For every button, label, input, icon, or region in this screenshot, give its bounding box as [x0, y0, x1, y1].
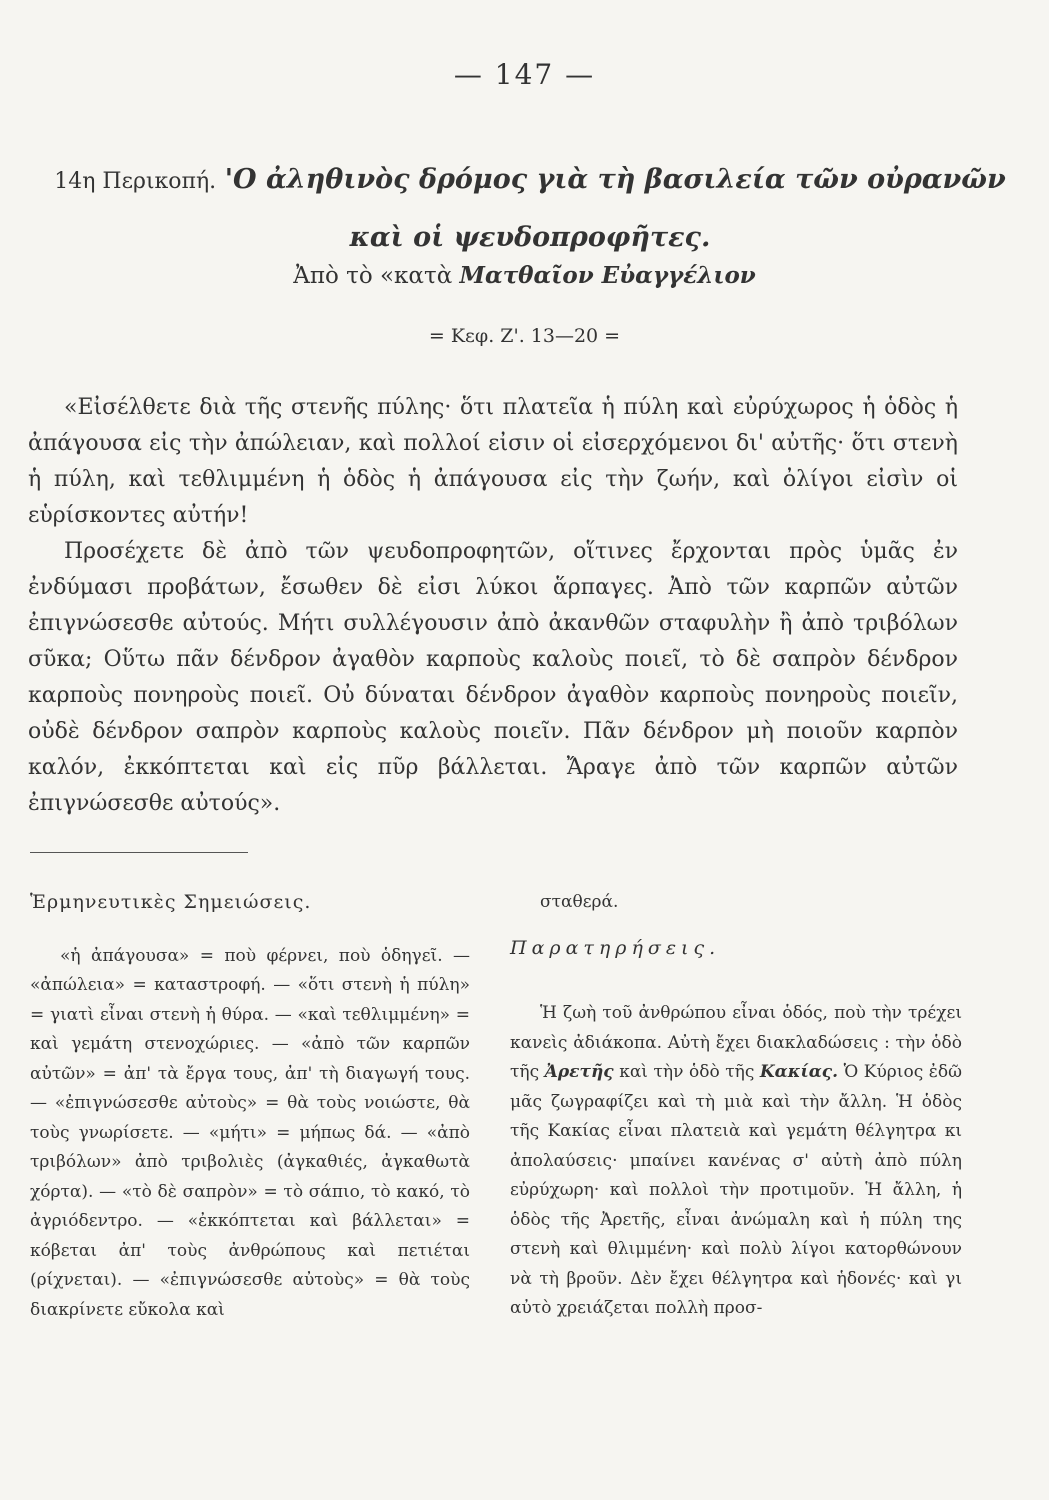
observations-text [510, 999, 962, 1324]
source-prefix: Ἀπὸ τὸ «κατὰ [293, 263, 453, 289]
source-line [0, 262, 1049, 289]
virtue-term: Ἀρετῆς [544, 1062, 614, 1082]
section-divider [30, 852, 248, 853]
scripture-paragraph: Προσέχετε δὲ ἀπὸ τῶν ψευδοπροφητῶν, οἵτινες ἔρχονται πρὸς ὑμᾶς ἐν ἐνδύμασι προβάτων, ἔσωθεν δὲ εἰσι λύκοι ἅρπαγες. Ἀπὸ τῶν καρπῶν αὐτῶν ἐπιγνώσεσθε αὐτούς. Μήτι συλλέγουσιν ἀπὸ ἀκανθῶν σταφυλὴν ἢ ἀπὸ τριβόλων σῦκα; Οὕτω πᾶν δένδρον ἀγαθὸν καρποὺς καλοὺς ποιεῖ, τὸ δὲ σαπρὸν δένδρον καρποὺς πονηροὺς ποιεῖ. Οὐ δύναται δένδρον ἀγαθὸν καρποὺς πονηροὺς ποιεῖν, οὐδὲ δένδρον σαπρὸν καρποὺς καλοὺς ποιεῖν. Πᾶν δένδρον μὴ ποιοῦν καρπὸν καλόν, ἐκκόπτεται καὶ εἰς πῦρ βάλλεται. Ἄραγε ἀπὸ τῶν καρπῶν αὐτῶν ἐπιγνώσεσθε αὐτούς». [28, 539, 958, 816]
notes-text: «ἡ ἀπάγουσα» = ποὺ φέρνει, ποὺ ὁδηγεῖ. — «ἀπώλεια» = καταστροφή. — «ὅτι στενὴ ἡ πύλη» = γιατὶ εἶναι στενὴ ἡ θύρα. — «καὶ τεθλιμμένη» = καὶ γεμάτη στενοχώριες. — «ἀπὸ τῶν καρπῶν αὐτῶν» = ἀπ' τὰ ἔργα τους, ἀπ' τὴ διαγωγή τους. — «ἐπιγνώσεσθε αὐτοὺς» = θὰ τοὺς νοιώστε, θὰ τοὺς γνωρίσετε. — «μήτι» = μήπως δά. — «ἀπὸ τριβόλων» ἀπὸ τριβολιὲς (ἀγκαθιές, ἀγκαθωτὰ χόρτα). — «τὸ δὲ σαπρὸν» = τὸ σάπιο, τὸ κακό, τὸ ἀγριόδεντρο. — «ἐκκόπτεται καὶ βάλλεται» = κόβεται ἀπ' τοὺς ἀνθρώπους καὶ πετιέται (ρίχνεται). — «ἐπιγνώσεσθε αὐτοὺς» = θὰ τοὺς διακρίνετε εὔκολα καὶ [30, 945, 470, 1320]
lesson-title [30, 152, 1030, 266]
observations-column [510, 888, 962, 1324]
chapter-reference: = Κεφ. Ζ'. 13—20 = [428, 325, 621, 347]
observations-part-3: Ὁ Κύριος ἐδῶ μᾶς ζωγραφίζει καὶ τὴ μιὰ καὶ τὴν ἄλλη. Ἡ ὁδὸς τῆς Κακίας εἶναι πλατειὰ καὶ γεμάτη θέλγητρα κι ἀπολαύσεις· μπαίνει κανένας σ' αὐτὴ ἀπὸ πύλη εὐρύχωρη· καὶ πολλοὶ τὴν προτιμοῦν. Ἡ ἄλλη, ἡ ὁδὸς τῆς Ἀρετῆς, εἶναι ἀνώμαλη καὶ ἡ πύλη της στενὴ καὶ θλιμμένη· καὶ πολὺ λίγοι κατορθώνουν νὰ τὴ βροῦν. Δὲν ἔχει θέλγητρα καὶ ἡδονές· καὶ γι αὐτὸ χρειάζεται πολλὴ προσ- [510, 1062, 962, 1318]
lesson-heading: 'Ο ἀληθινὸς δρόμος γιὰ τὴ βασιλεία τῶν οὐρανῶν καὶ οἱ ψευδοπροφῆτες. [224, 164, 1006, 253]
observations-part-1: Ἡ ζωὴ τοῦ ἀνθρώπου εἶναι ὁδός, ποὺ τὴν τρέχει κανεὶς ἀδιάκοπα. Αὐτὴ ἔχει διακλαδώσεις : τὴν ὁδὸ τῆς [510, 1003, 962, 1082]
source-name: Ματθαῖον Εὐαγγέλιον [459, 262, 756, 289]
scripture-paragraph: «Εἰσέλθετε διὰ τῆς στενῆς πύλης· ὅτι πλατεῖα ἡ πύλη καὶ εὐρύχωρος ἡ ὁδὸς ἡ ἀπάγουσα εἰς τὴν ἀπώλειαν, καὶ πολλοί εἰσιν οἱ εἰσερχόμενοι δι' αὐτῆς· ὅτι στενὴ ἡ πύλη, καὶ τεθλιμμένη ἡ ὁδὸς ἡ ἀπάγουσα εἰς τὴν ζωήν, καὶ ὀλίγοι εἰσὶν οἱ εὑρίσκοντες αὐτήν! [28, 395, 958, 528]
carryover-text: σταθερά. [540, 892, 619, 912]
interpretive-notes-column [30, 888, 470, 1325]
observations-heading: Παρατηρήσεις. [510, 936, 721, 959]
vice-term: Κακίας. [759, 1062, 839, 1082]
lesson-label: 14η Περικοπή. [54, 169, 217, 194]
scripture-passage [28, 390, 958, 822]
observations-part-2: καὶ τὴν ὁδὸ τῆς [619, 1062, 755, 1082]
notes-heading: Ἑρμηνευτικὲς Σημειώσεις. [30, 891, 312, 913]
page-number: — 147 — [453, 58, 596, 91]
